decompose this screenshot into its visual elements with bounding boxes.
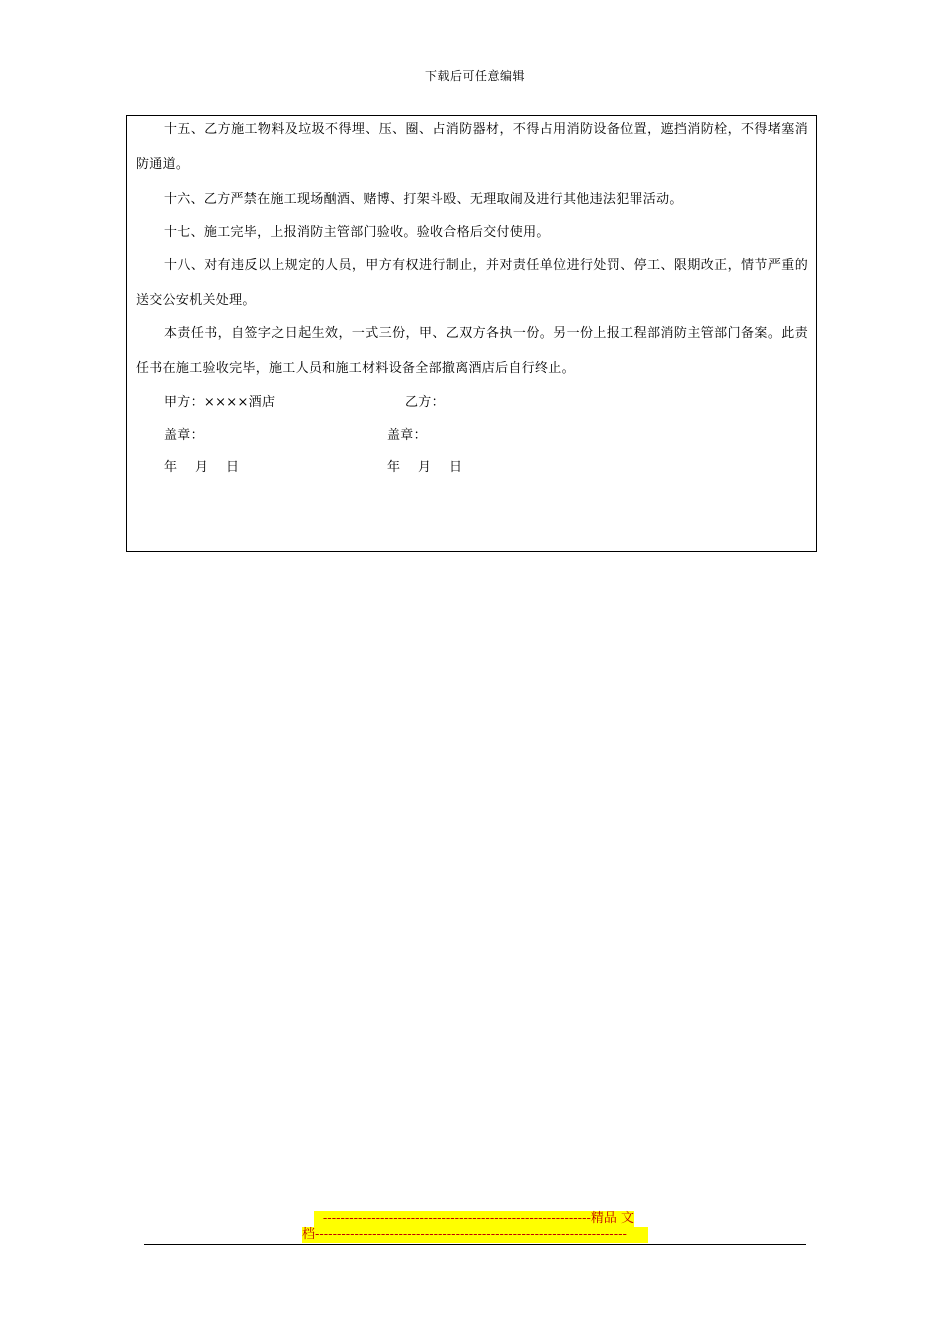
validity-clause: 本责任书，自签字之日起生效，一式三份，甲、乙双方各执一份。另一份上报工程部消防主管部门备案。此责任书在施工验收完毕，施工人员和施工材料设备全部撤离酒店后自行终止。 (136, 326, 808, 376)
party-b-seal: 盖章： (387, 428, 427, 443)
party-a-date: 年 月 日 (164, 460, 240, 475)
footer-watermark-line1: -------------------------------------------------------------精品 文 (314, 1211, 634, 1227)
clause-18: 十八、对有违反以上规定的人员，甲方有权进行制止，并对责任单位进行处罚、停工、限期改正，情节严重的送交公安机关处理。 (136, 258, 808, 308)
party-b-date: 年 月 日 (387, 460, 463, 475)
clause-16: 十六、乙方严禁在施工现场酗酒、赌博、打架斗殴、无理取闹及进行其他违法犯罪活动。 (164, 192, 683, 207)
party-b-label: 乙方： (405, 395, 445, 410)
clause-15: 十五、乙方施工物料及垃圾不得埋、压、圈、占消防器材，不得占用消防设备位置，遮挡消防栓，不得堵塞消防通道。 (136, 122, 808, 172)
agreement-content-box (126, 115, 817, 552)
footer-divider (144, 1244, 806, 1245)
party-a-seal: 盖章： (164, 428, 204, 443)
footer-watermark-line2: 档----------------------------------------------------------------------- (302, 1227, 648, 1243)
page-header: 下载后可任意编辑 (424, 69, 525, 83)
clause-17: 十七、施工完毕，上报消防主管部门验收。验收合格后交付使用。 (164, 225, 550, 240)
party-a-label: 甲方：××××酒店 (164, 395, 276, 410)
